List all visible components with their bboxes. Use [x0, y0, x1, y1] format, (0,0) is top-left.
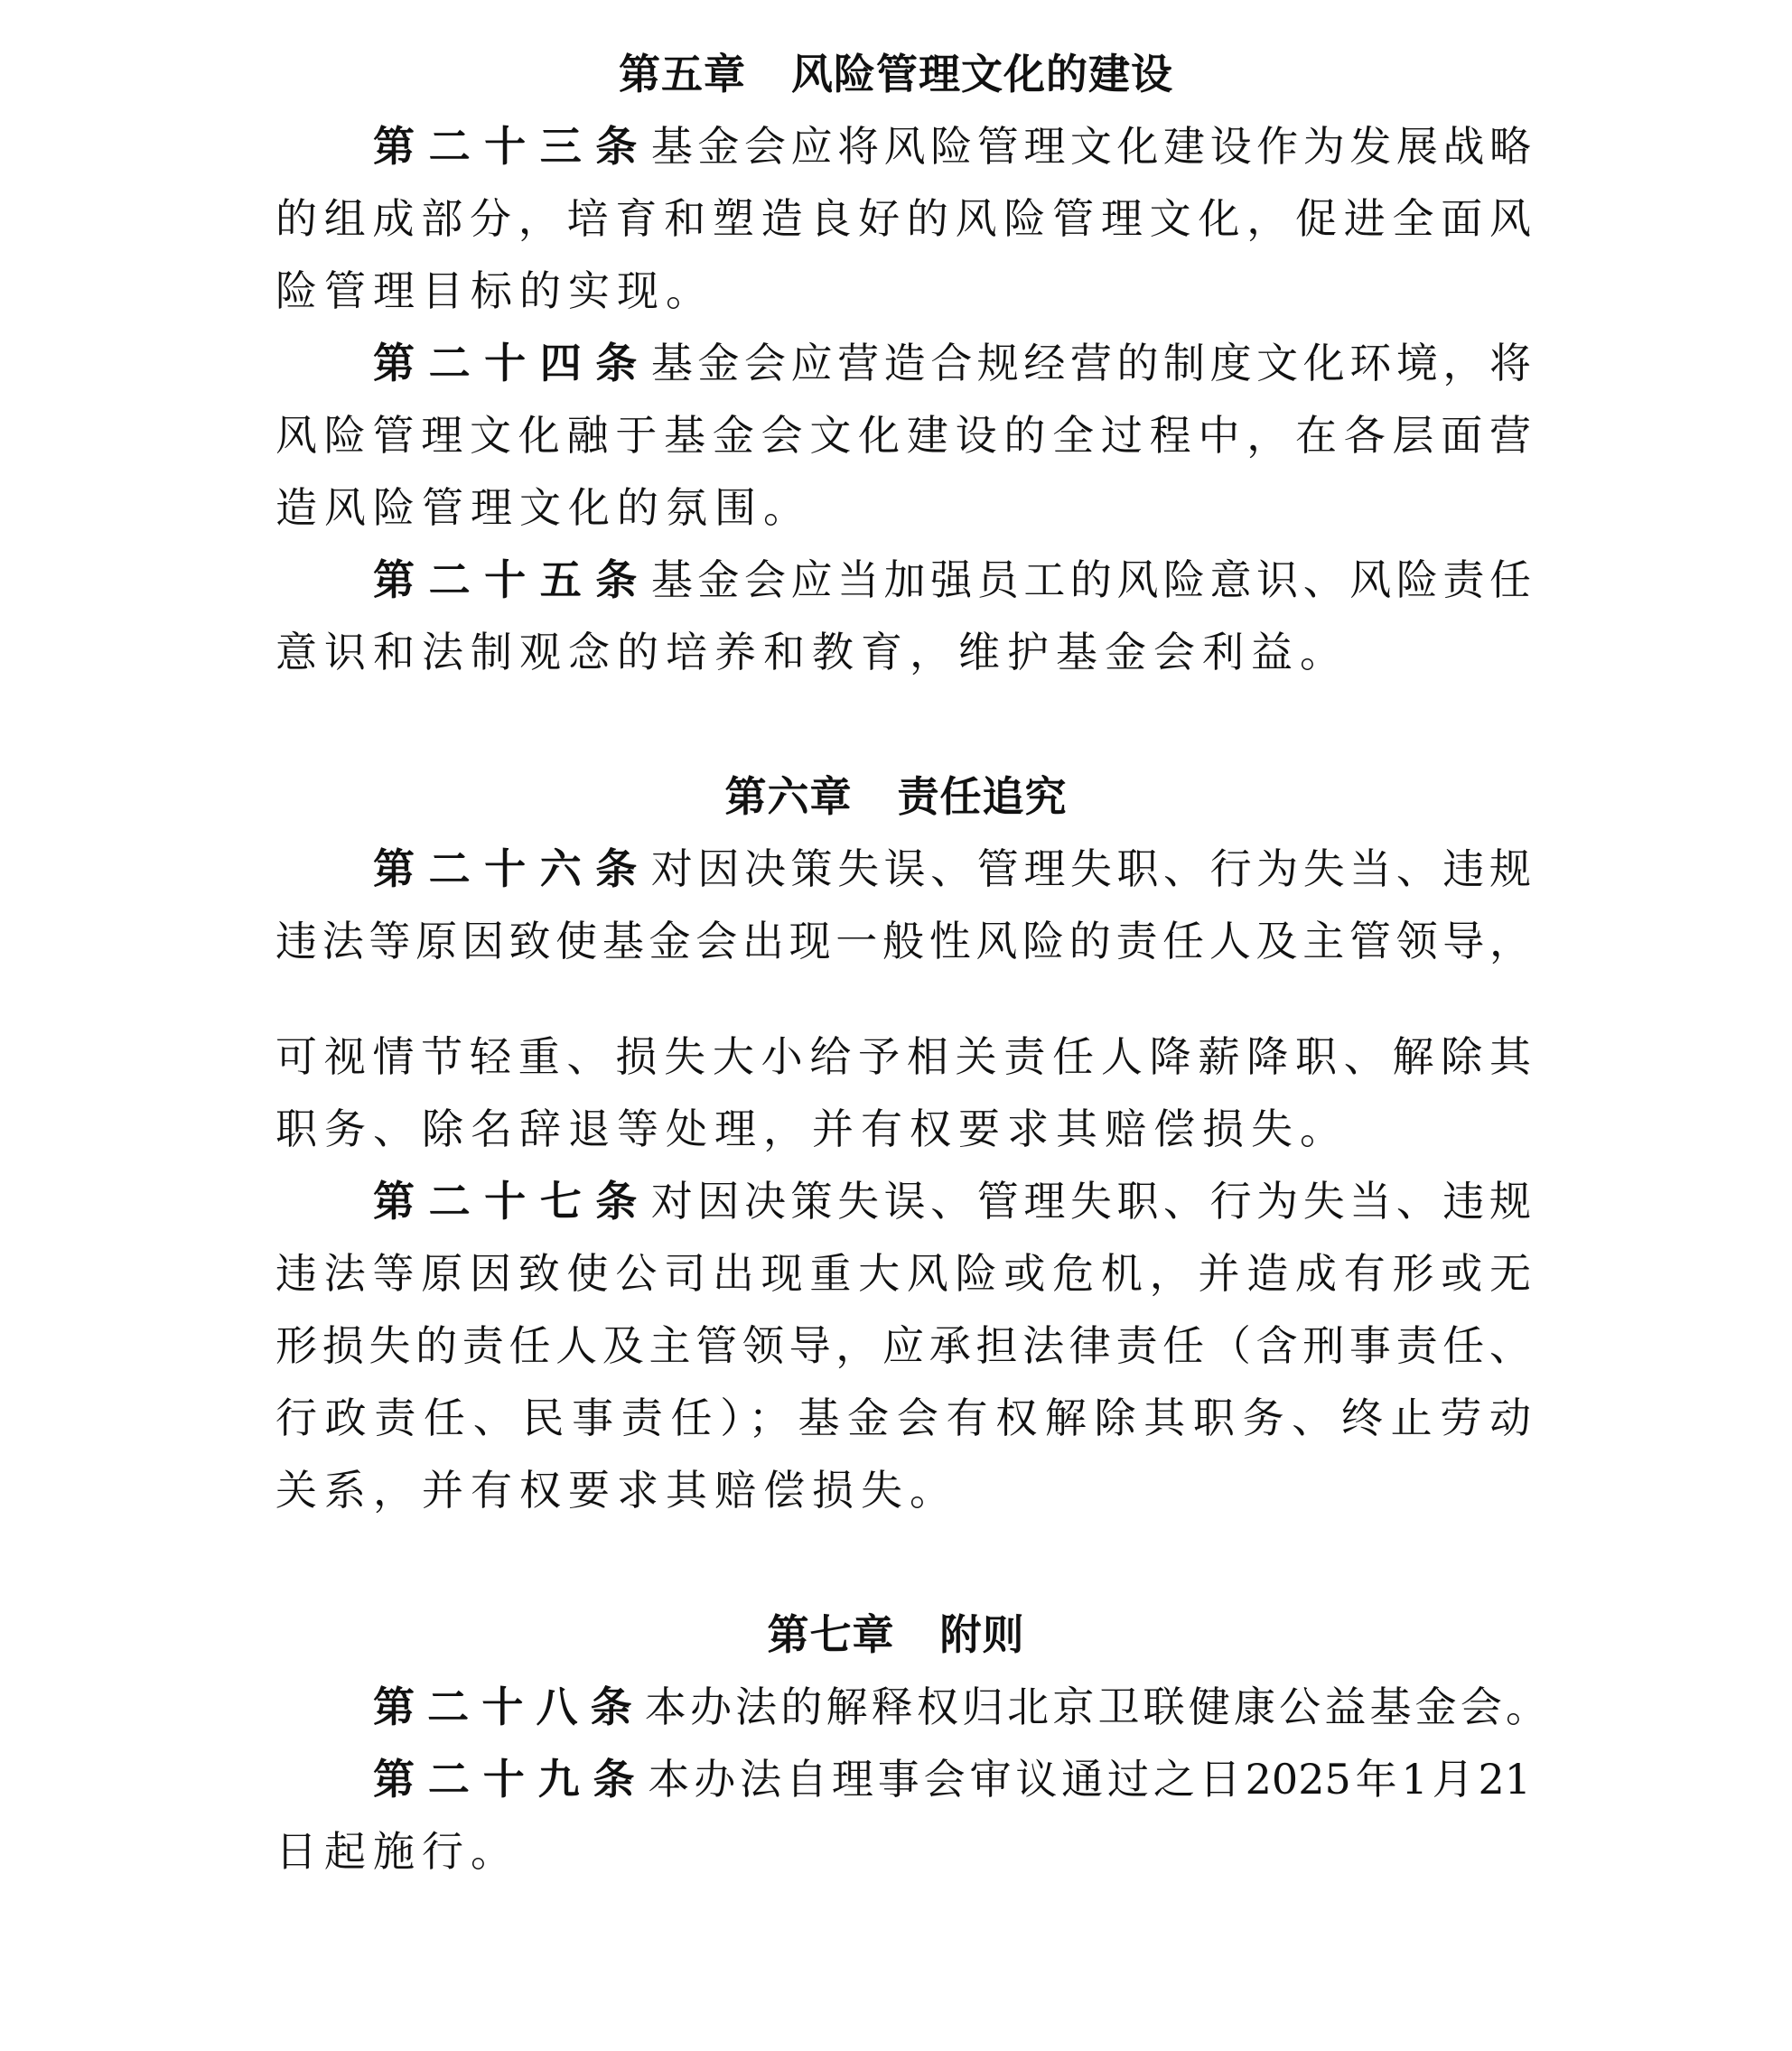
article-27-line-2: 违法等原因致使公司出现重大风险或危机，并造成有形或无 [275, 1249, 1531, 1298]
chapter-number: 第七章 [767, 1610, 895, 1659]
article-26-line-2: 违法等原因致使基金会出现一般性风险的责任人及主管领导， [275, 917, 1531, 965]
chapter-title: 风险管理文化的建设 [791, 50, 1173, 98]
article-23-line-1 [373, 119, 1531, 173]
chapter-6-heading [0, 769, 1792, 824]
article-24-line-2: 风险管理文化融于基金会文化建设的全过程中，在各层面营 [275, 411, 1531, 460]
article-24-line-3: 造风险管理文化的氛围。 [275, 483, 812, 532]
article-23-line-3: 险管理目标的实现。 [275, 266, 714, 315]
chapter-number: 第六章 [724, 772, 853, 821]
chapter-title: 责任追究 [897, 772, 1068, 821]
article-25-line-2: 意识和法制观念的培养和教育，维护基金会利益。 [275, 628, 1349, 676]
article-number: 第二十七条 [373, 1177, 651, 1226]
article-29-line-2: 日起施行。 [275, 1827, 519, 1876]
chapter-number: 第五章 [619, 50, 746, 98]
article-26-line-4: 职务、除名辞退等处理，并有权要求其赔偿损失。 [275, 1105, 1349, 1153]
article-text: 基金会应当加强员工的风险意识、风险责任 [650, 555, 1532, 604]
article-number: 第二十六条 [373, 844, 651, 893]
article-27-line-1 [373, 1174, 1531, 1228]
article-text: 对因决策失误、管理失职、行为失当、违规 [650, 1177, 1532, 1226]
article-29-line-1 [373, 1752, 1531, 1806]
article-text: 基金会应营造合规经营的制度文化环境，将 [650, 339, 1532, 387]
chapter-7-heading [0, 1608, 1792, 1662]
article-27-line-5: 关系，并有权要求其赔偿损失。 [275, 1466, 958, 1515]
article-27-line-3: 形损失的责任人及主管领导，应承担法律责任（含刑事责任、 [275, 1321, 1531, 1370]
article-28-line-1 [373, 1680, 1547, 1734]
article-26-line-3: 可视情节轻重、损失大小给予相关责任人降薪降职、解除其 [275, 1032, 1531, 1081]
article-text: 对因决策失误、管理失职、行为失当、违规 [650, 844, 1532, 893]
article-25-line-1 [373, 553, 1531, 607]
chapter-5-heading [0, 47, 1792, 101]
article-number: 第二十三条 [373, 122, 651, 171]
article-24-line-1 [373, 336, 1531, 390]
article-text: 本办法的解释权归北京卫联健康公益基金会。 [644, 1683, 1548, 1731]
article-number: 第二十五条 [373, 555, 651, 604]
article-26-line-1 [373, 842, 1531, 896]
article-number: 第二十四条 [373, 339, 651, 387]
article-text: 本办法自理事会审议通过之日2025年1月21 [648, 1755, 1532, 1804]
article-number: 第二十八条 [373, 1683, 645, 1731]
article-number: 第二十九条 [373, 1755, 649, 1804]
article-27-line-4: 行政责任、民事责任）；基金会有权解除其职务、终止劳动 [275, 1394, 1531, 1442]
article-text: 基金会应将风险管理文化建设作为发展战略 [650, 122, 1532, 171]
chapter-title: 附则 [939, 1610, 1025, 1659]
article-23-line-2: 的组成部分，培育和塑造良好的风险管理文化，促进全面风 [275, 194, 1531, 243]
